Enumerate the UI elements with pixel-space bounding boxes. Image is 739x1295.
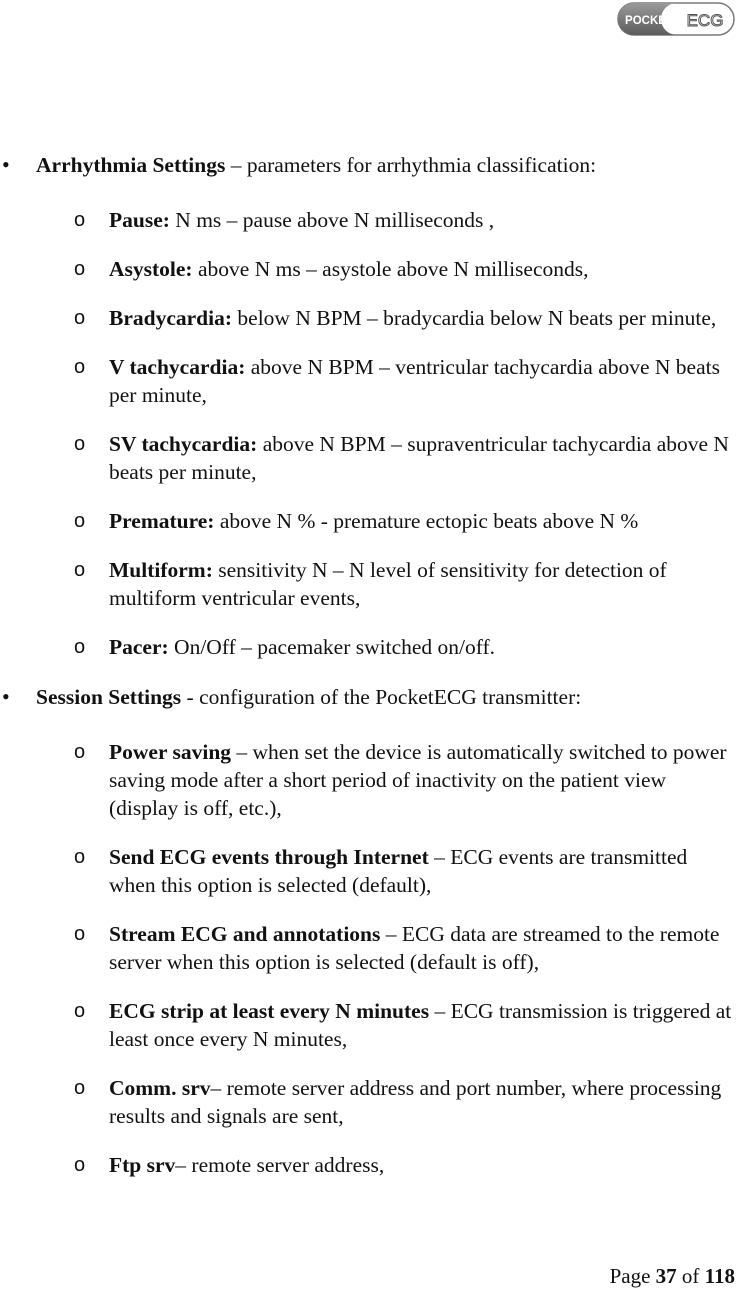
- section-session-settings: [0, 682, 739, 1179]
- item-text: On/Off – pacemaker switched on/off.: [168, 635, 496, 659]
- item-label: Send ECG events through Internet: [109, 845, 429, 869]
- document-body: [0, 150, 739, 1200]
- bullet-text: – parameters for arrhythmia classification:: [225, 153, 597, 177]
- item-text: above N ms – asystole above N milliseconds,: [192, 257, 589, 281]
- pocketecg-logo-graphic: [617, 2, 735, 36]
- item-label: Pause:: [109, 208, 170, 232]
- bullet-heading: [0, 150, 739, 180]
- list-item: [0, 1074, 739, 1130]
- list-marker: o: [74, 510, 86, 532]
- item-text: above N % - premature ectopic beats above N %: [214, 509, 639, 533]
- list-marker: o: [74, 1000, 86, 1022]
- page-number: 37: [655, 1264, 677, 1288]
- list-item: [0, 1151, 739, 1179]
- list-marker: o: [74, 307, 86, 329]
- item-label: Premature:: [109, 509, 215, 533]
- item-text: above N BPM – ventricular tachycardia above N beats per minute,: [109, 355, 720, 407]
- list-item: [0, 255, 739, 283]
- section-arrhythmia-settings: [0, 150, 739, 661]
- of-word: of: [681, 1264, 700, 1288]
- list-item: [0, 738, 739, 822]
- item-label: Ftp srv: [109, 1153, 176, 1177]
- list-marker: o: [74, 923, 86, 945]
- item-label: Multiform:: [109, 558, 213, 582]
- logo-text-pocket: POCKET: [625, 15, 673, 27]
- bullet-dot-icon: •: [2, 684, 10, 709]
- list-marker: o: [74, 1077, 86, 1099]
- list-item: [0, 507, 739, 535]
- pocketecg-logo: [617, 2, 735, 36]
- item-text: – remote server address,: [175, 1153, 385, 1177]
- list-marker: o: [74, 559, 86, 581]
- list-item: [0, 353, 739, 409]
- item-label: Bradycardia:: [109, 306, 233, 330]
- list-item: [0, 920, 739, 976]
- bullet-heading: [0, 682, 739, 712]
- item-text: – remote server address and port number, where processing results and signals are sent,: [109, 1076, 722, 1128]
- item-label: Stream ECG and annotations: [109, 922, 381, 946]
- list-item: [0, 633, 739, 661]
- bullet-text: - configuration of the PocketECG transmitter:: [181, 685, 582, 709]
- item-label: V tachycardia:: [109, 355, 246, 379]
- item-label: SV tachycardia:: [109, 432, 258, 456]
- bullet-title: Arrhythmia Settings: [36, 153, 226, 177]
- item-text: sensitivity N – N level of sensitivity for detection of multiform ventricular events,: [109, 558, 667, 610]
- list-item: [0, 997, 739, 1053]
- page-footer: [610, 1263, 735, 1289]
- list-marker: o: [74, 433, 86, 455]
- list-item: [0, 206, 739, 234]
- list-marker: o: [74, 356, 86, 378]
- item-label: Power saving: [109, 740, 232, 764]
- bullet-dot-icon: •: [2, 152, 10, 177]
- item-text: – ECG data are streamed to the remote server when this option is selected (default is off),: [109, 922, 720, 974]
- list-item: [0, 304, 739, 332]
- item-text: below N BPM – bradycardia below N beats per minute,: [232, 306, 717, 330]
- item-text: – ECG events are transmitted when this option is selected (default),: [109, 845, 688, 897]
- item-label: Comm. srv: [109, 1076, 211, 1100]
- list-marker: o: [74, 209, 86, 231]
- list-marker: o: [74, 636, 86, 658]
- logo-text-ecg: ECG: [686, 11, 724, 30]
- list-item: [0, 556, 739, 612]
- list-item: [0, 843, 739, 899]
- item-text: N ms – pause above N milliseconds ,: [169, 208, 495, 232]
- item-label: Asystole:: [109, 257, 193, 281]
- item-label: Pacer:: [109, 635, 169, 659]
- item-text: – when set the device is automatically switched to power saving mode after a short period of inactivity on the patient view (display is off, etc.),: [109, 740, 727, 820]
- total-pages: 118: [704, 1264, 735, 1288]
- item-text: – ECG transmission is triggered at least once every N minutes,: [109, 999, 732, 1051]
- list-marker: o: [74, 741, 86, 763]
- list-marker: o: [74, 258, 86, 280]
- list-marker: o: [74, 1154, 86, 1176]
- list-marker: o: [74, 846, 86, 868]
- bullet-title: Session Settings: [36, 685, 182, 709]
- list-item: [0, 430, 739, 486]
- item-label: ECG strip at least every N minutes: [109, 999, 430, 1023]
- page-word: Page: [609, 1264, 651, 1288]
- item-text: above N BPM – supraventricular tachycardia above N beats per minute,: [109, 432, 729, 484]
